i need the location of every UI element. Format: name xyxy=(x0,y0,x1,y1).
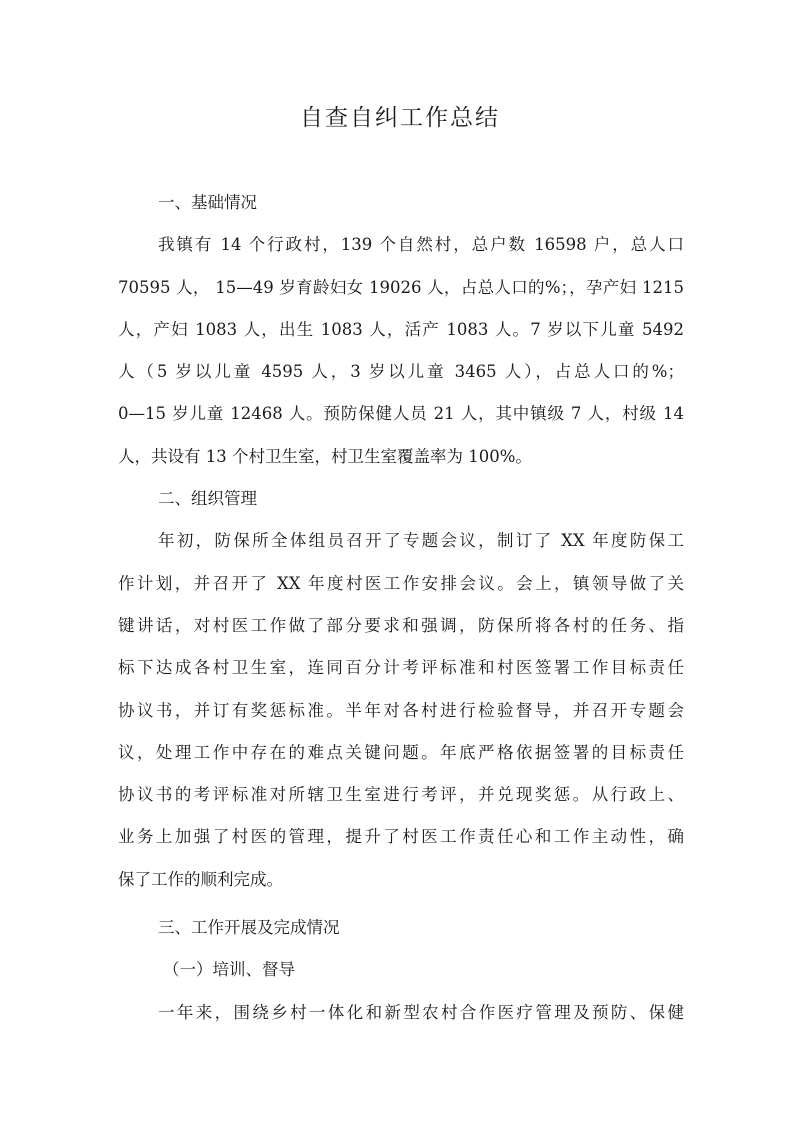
paragraph-line: 70595 人， 15—49 岁育龄妇女 19026 人，占总人口的%；，孕产妇 1215 xyxy=(118,277,684,297)
paragraph-line: 业务上加强了村医的管理，提升了村医工作责任心和工作主动性，确 xyxy=(118,827,684,847)
paragraph-line: 人，共设有 13 个村卫生室，村卫生室覆盖率为 100%。 xyxy=(118,446,532,466)
section-heading-basic: 一、基础情况 xyxy=(158,193,257,212)
paragraph-line: 一年来，围绕乡村一体化和新型农村合作医疗管理及预防、保健 xyxy=(158,1002,684,1022)
document-body xyxy=(118,182,684,1034)
paragraph-line: 人，产妇 1083 人，出生 1083 人，活产 1083 人。7 岁以下儿童 5492 xyxy=(118,319,684,339)
subsection-heading-training: （一）培训、督导 xyxy=(163,960,295,980)
paragraph-line: 保了工作的顺利完成。 xyxy=(118,869,283,889)
paragraph-line: 议，处理工作中存在的难点关键问题。年底严格依据签署的目标责任 xyxy=(118,742,684,762)
paragraph-line: 协议书的考评标准对所辖卫生室进行考评，并兑现奖惩。从行政上、 xyxy=(118,785,684,805)
paragraph-line: 作计划，并召开了 XX 年度村医工作安排会议。会上，镇领导做了关 xyxy=(118,573,684,593)
document-title: 自查自纠工作总结 xyxy=(300,105,500,131)
paragraph-line: 标下达成各村卫生室，连同百分计考评标准和村医签署工作目标责任 xyxy=(118,658,684,678)
paragraph-line: 年初，防保所全体组员召开了专题会议，制订了 XX 年度防保工 xyxy=(158,531,684,551)
section-heading-progress: 三、工作开展及完成情况 xyxy=(158,918,340,938)
paragraph-line: 键讲话，对村医工作做了部分要求和强调，防保所将各村的任务、指 xyxy=(118,615,684,635)
paragraph-line: 人（5 岁以儿童 4595 人，3 岁以儿童 3465 人），占总人口的%； xyxy=(118,362,684,382)
paragraph-line: 我镇有 14 个行政村，139 个自然村，总户数 16598 户，总人口 xyxy=(158,235,684,255)
paragraph-line: 0—15 岁儿童 12468 人。预防保健人员 21 人，其中镇级 7 人，村级 14 xyxy=(118,404,684,424)
paragraph-line: 协议书，并订有奖惩标准。半年对各村进行检验督导，并召开专题会 xyxy=(118,700,684,720)
section-heading-organization: 二、组织管理 xyxy=(158,489,257,509)
